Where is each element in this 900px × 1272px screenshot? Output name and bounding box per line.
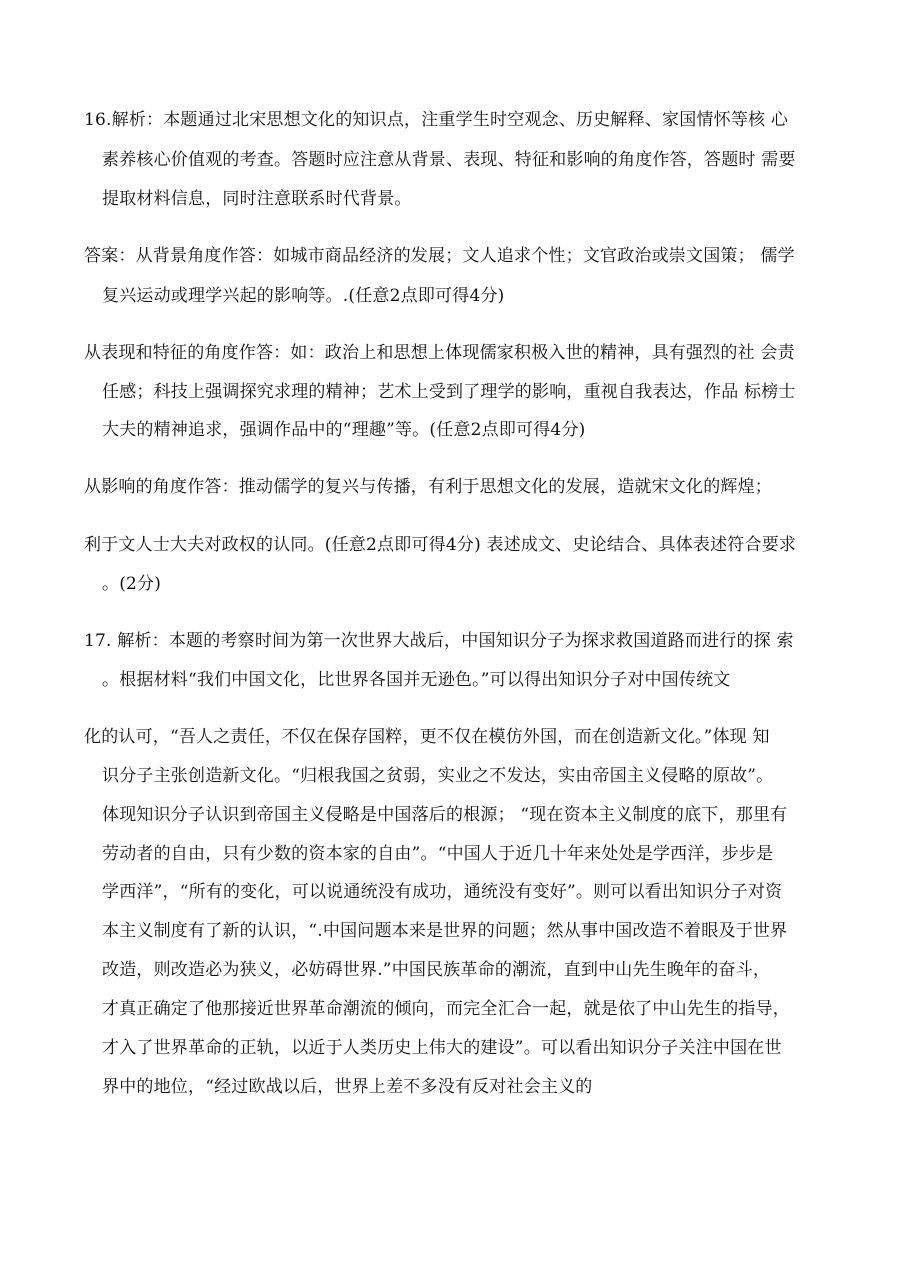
q17-analysis-line-1: 17. 解析：本题的考察时间为第一次世界大战后，中国知识分子为探求救国道路而进行的探 索 [84,631,794,651]
q16-answer-features-line-1: 从表现和特征的角度作答：如：政治上和思想上体现儒家积极入世的精神，具有强烈的社 会责 [84,343,795,363]
q17-analysis-line-7: 学西洋”，“所有的变化，可以说通统没有成功，通统没有变好”。则可以看出知识分子对资 [102,882,783,902]
q16-analysis-line-2: 素养核心价值观的考查。答题时应注意从背景、表现、特征和影响的角度作答，答题时 需要 [102,150,796,170]
q17-analysis-line-3: 化的认可，“吾人之责任，不仅在保存国粹，更不仅在模仿外国，而在创造新文化。”体现 知 [84,727,770,747]
q17-analysis-line-11: 才入了世界革命的正轨，以近于人类历史上伟大的建设”。可以看出知识分子关注中国在世 [102,1038,782,1058]
q16-answer-impact-line: 从影响的角度作答：推动儒学的复兴与传播，有利于思想文化的发展，造就宋文化的辉煌； [84,477,772,497]
q17-analysis-line-12: 界中的地位，“经过欧战以后，世界上差不多没有反对社会主义的 [102,1077,593,1097]
q17-analysis-line-4: 识分子主张创造新文化。“归根我国之贫弱，实业之不发达，实由帝国主义侵略的原故”。 [102,766,774,786]
q16-answer-features-line-2: 任感；科技上强调探究求理的精神；艺术上受到了理学的影响，重视自我表达，作品 标榜士 [102,382,796,402]
q16-answer-background-line-2: 复兴运动或理学兴起的影响等。.(任意2点即可得4分) [102,286,505,306]
q17-analysis-line-6: 劳动者的自由，只有少数的资本家的自由”。“中国人于近几十年来处处是学西洋，步步是 [102,844,774,864]
q16-answer-impact-line-2: 利于文人士大夫对政权的认同。(任意2点即可得4分) 表述成文、史论结合、具体表述符合要求 [84,535,797,555]
q16-analysis-line-3: 提取材料信息，同时注意联系时代背景。 [102,189,412,209]
q16-answer-features-line-3: 大夫的精神追求，强调作品中的“理趣”等。(任意2点即可得4分) [102,420,586,440]
q17-analysis-line-10: 才真正确定了他那接近世界革命潮流的倾向，而完全汇合一起，就是依了中山先生的指导， [102,999,790,1019]
q17-analysis-line-8: 本主义制度有了新的认识，“.中国问题本来是世界的问题；然从事中国改造不着眼及于世界 [102,921,788,941]
q16-answer-background-line-1: 答案：从背景角度作答：如城市商品经济的发展；文人追求个性；文官政治或崇文国策； 儒学 [84,246,795,266]
q17-analysis-line-2: 。根据材料“我们中国文化，比世界各国并无逊色。”可以得出知识分子对中国传统文 [102,670,731,690]
q16-answer-score-note: 。(2分) [102,574,162,594]
q17-analysis-line-9: 改造，则改造必为狭义，必妨碍世界.”中国民族革命的潮流，直到中山先生晚年的奋斗， [102,960,771,980]
q17-analysis-line-5: 体现知识分子认识到帝国主义侵略是中国落后的根源； “现在资本主义制度的底下，那里有 [102,805,788,825]
q16-analysis-line-1: 16.解析：本题通过北宋思想文化的知识点，注重学生时空观念、历史解释、家国情怀等核 心 [84,110,789,130]
